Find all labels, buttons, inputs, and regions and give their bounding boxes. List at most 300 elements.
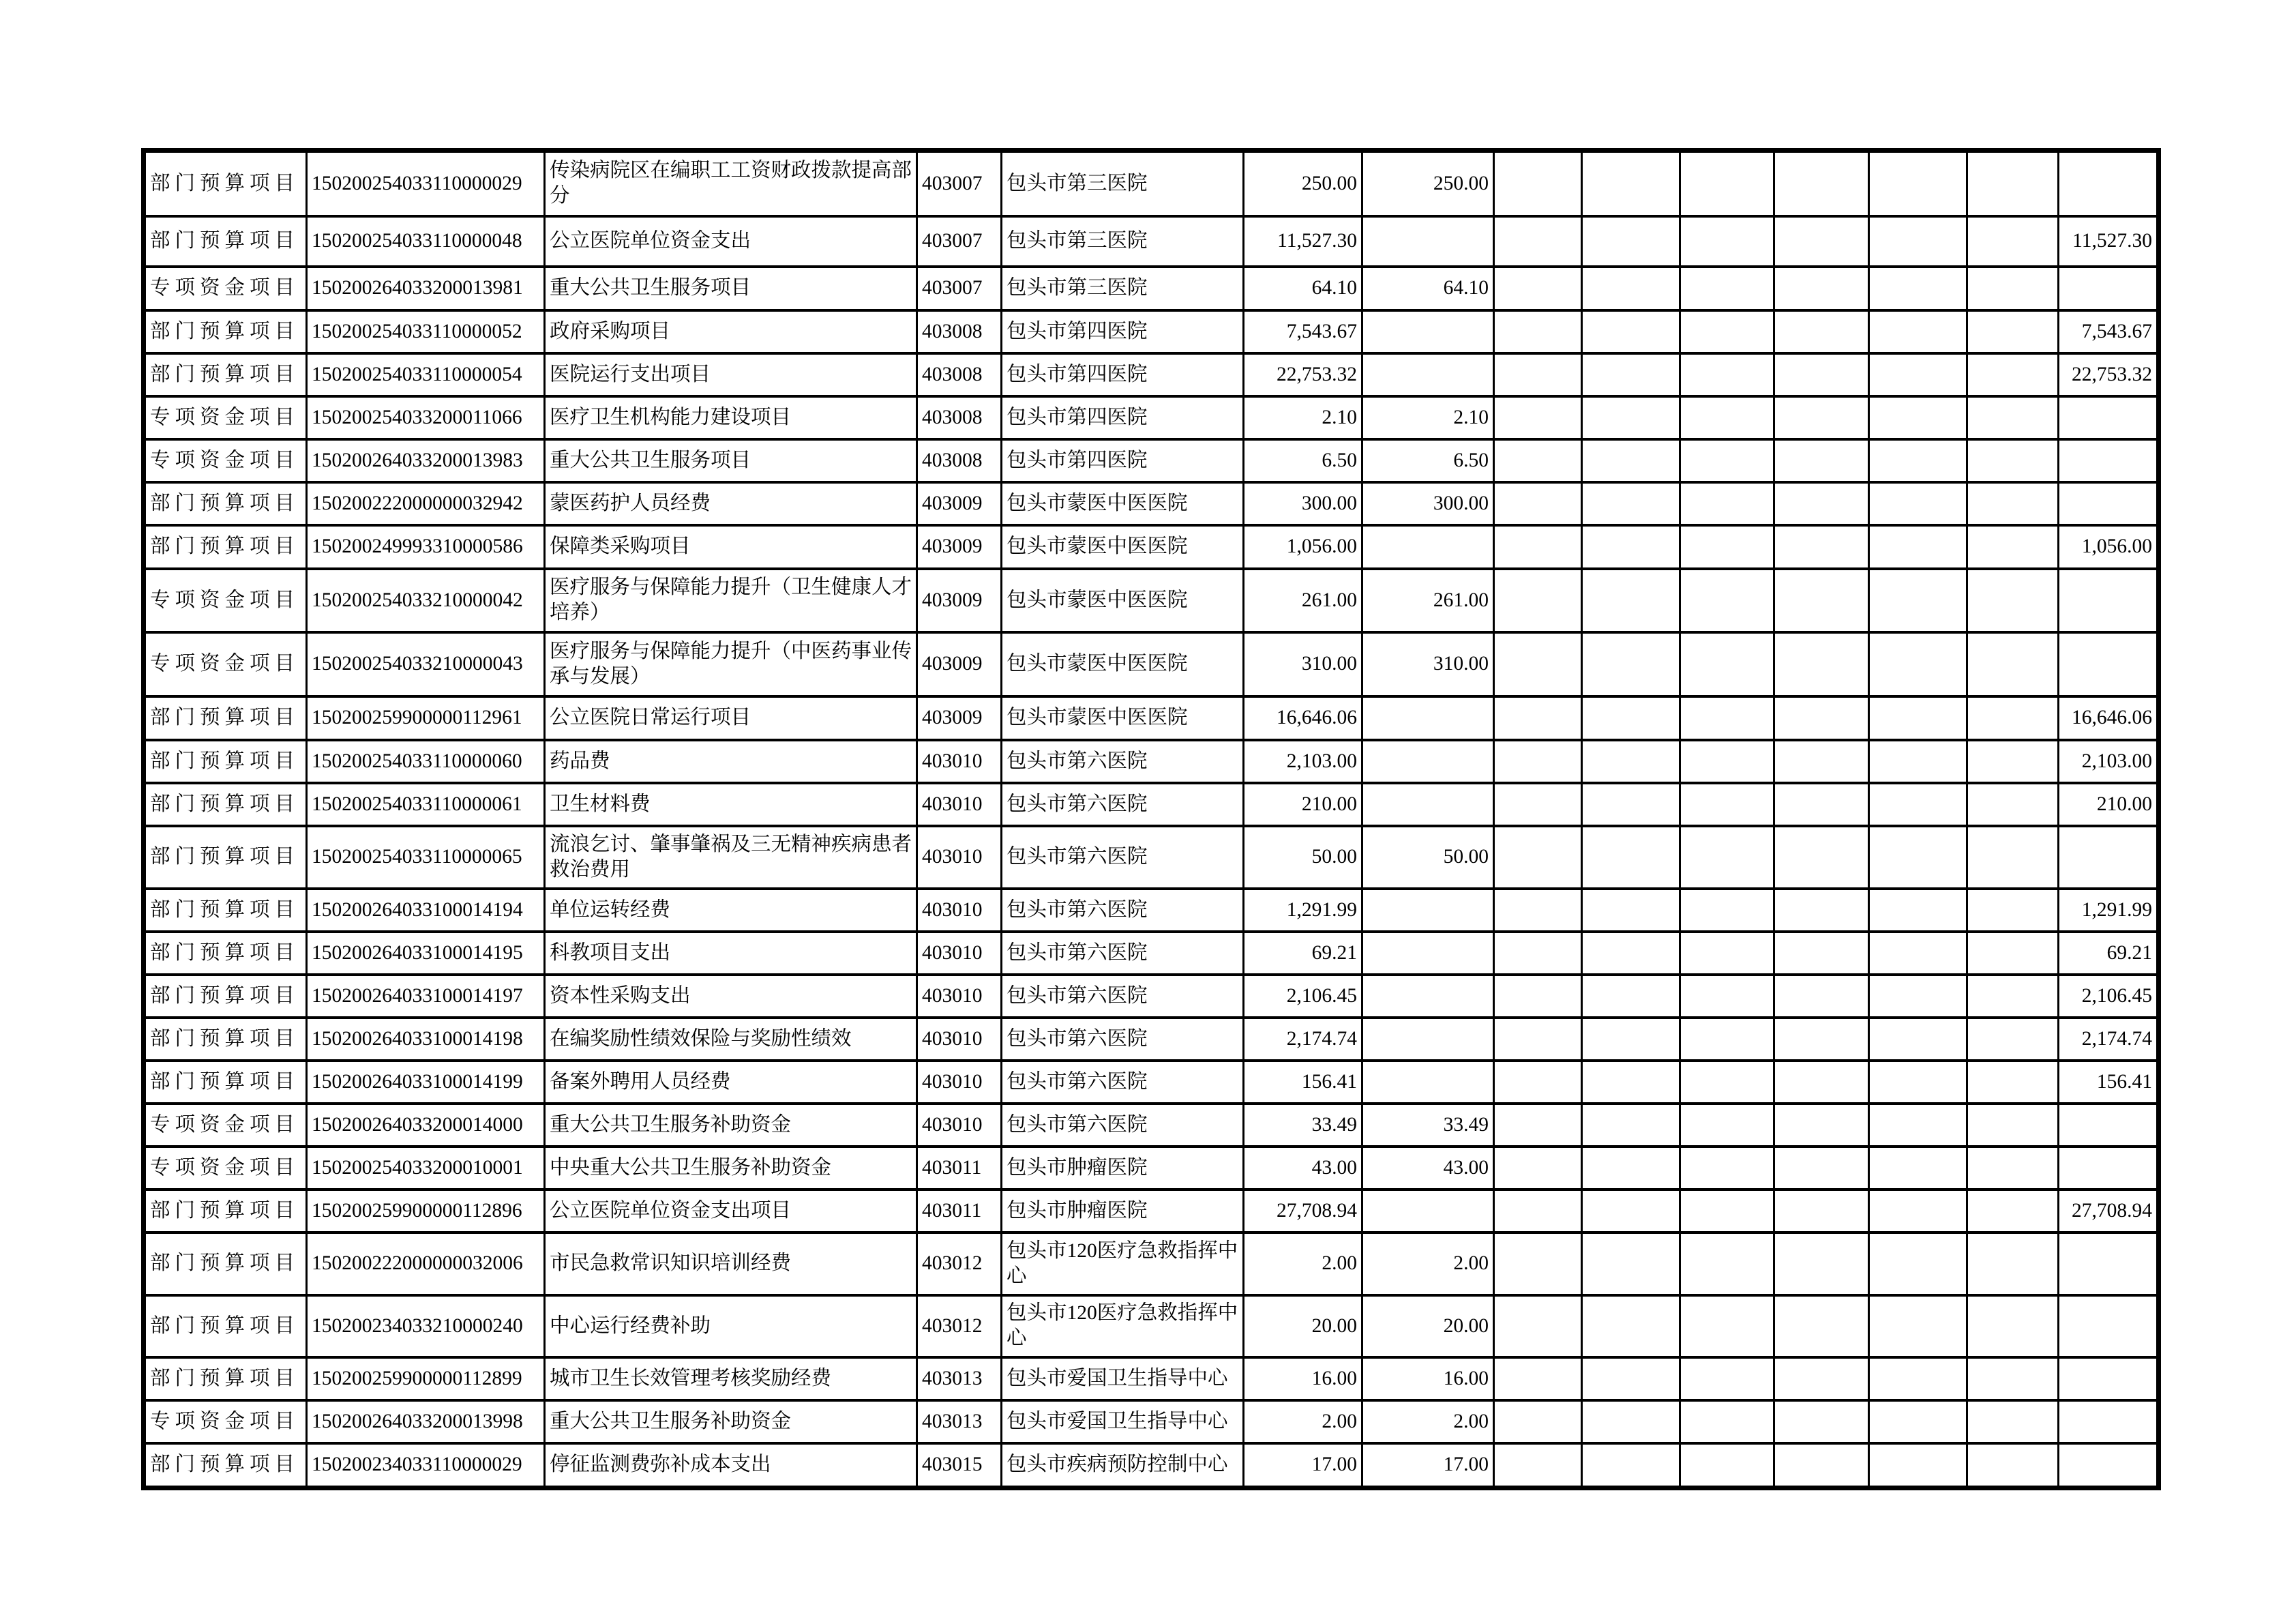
cell-empty	[1680, 151, 1774, 216]
cell-amount-fiscal: 261.00	[1362, 569, 1494, 632]
cell-project-type: 部门预算项目	[144, 1443, 307, 1488]
cell-empty	[1869, 310, 1967, 353]
cell-empty	[1967, 1190, 2059, 1232]
cell-empty	[1582, 932, 1680, 975]
cell-empty	[1582, 632, 1680, 696]
cell-empty	[1967, 1357, 2059, 1400]
cell-empty	[1582, 482, 1680, 525]
cell-empty	[1582, 1018, 1680, 1061]
cell-project-code: 150200254033210000042	[307, 569, 545, 632]
cell-project-name: 医疗服务与保障能力提升（中医药事业传承与发展）	[545, 632, 917, 696]
cell-project-type: 部门预算项目	[144, 525, 307, 569]
cell-unit-name: 包头市肿瘤医院	[1002, 1147, 1244, 1190]
cell-empty	[1680, 889, 1774, 932]
cell-project-name: 中心运行经费补助	[545, 1295, 917, 1357]
table-row	[144, 1147, 2159, 1190]
cell-empty	[1494, 1232, 1582, 1295]
cell-empty	[1582, 1190, 1680, 1232]
cell-empty	[1869, 1232, 1967, 1295]
cell-empty	[1967, 151, 2059, 216]
cell-empty	[1494, 696, 1582, 740]
cell-empty	[1774, 932, 1869, 975]
cell-project-type: 部门预算项目	[144, 783, 307, 826]
cell-amount-fiscal	[1362, 1018, 1494, 1061]
cell-empty	[1582, 889, 1680, 932]
cell-unit-code: 403010	[917, 889, 1002, 932]
table-row	[144, 353, 2159, 396]
cell-amount-other	[2059, 1357, 2159, 1400]
cell-empty	[1680, 975, 1774, 1018]
cell-empty	[1494, 482, 1582, 525]
cell-empty	[1494, 632, 1582, 696]
cell-empty	[1582, 696, 1680, 740]
cell-empty	[1680, 396, 1774, 439]
cell-amount-fiscal: 64.10	[1362, 267, 1494, 310]
cell-empty	[1967, 1400, 2059, 1443]
cell-unit-name: 包头市第六医院	[1002, 932, 1244, 975]
cell-empty	[1967, 1104, 2059, 1147]
cell-unit-name: 包头市第四医院	[1002, 439, 1244, 482]
cell-empty	[1494, 1018, 1582, 1061]
cell-empty	[1967, 353, 2059, 396]
cell-empty	[1967, 1295, 2059, 1357]
cell-unit-code: 403007	[917, 267, 1002, 310]
cell-empty	[1582, 826, 1680, 889]
cell-unit-name: 包头市第六医院	[1002, 783, 1244, 826]
cell-empty	[1680, 932, 1774, 975]
cell-empty	[1774, 1400, 1869, 1443]
cell-empty	[1494, 310, 1582, 353]
cell-amount-fiscal	[1362, 1190, 1494, 1232]
cell-project-type: 部门预算项目	[144, 1295, 307, 1357]
cell-amount-other	[2059, 267, 2159, 310]
cell-project-type: 专项资金项目	[144, 267, 307, 310]
cell-project-type: 部门预算项目	[144, 216, 307, 267]
cell-empty	[1967, 932, 2059, 975]
cell-project-code: 150200264033200014000	[307, 1104, 545, 1147]
cell-empty	[1582, 396, 1680, 439]
cell-empty	[1967, 783, 2059, 826]
cell-amount-total: 16.00	[1244, 1357, 1362, 1400]
cell-project-type: 部门预算项目	[144, 826, 307, 889]
cell-amount-total: 64.10	[1244, 267, 1362, 310]
cell-empty	[1774, 353, 1869, 396]
cell-unit-code: 403010	[917, 1104, 1002, 1147]
cell-amount-other	[2059, 632, 2159, 696]
cell-project-code: 150200259900000112896	[307, 1190, 545, 1232]
cell-empty	[1494, 267, 1582, 310]
cell-empty	[1774, 216, 1869, 267]
cell-unit-code: 403011	[917, 1190, 1002, 1232]
cell-empty	[1582, 569, 1680, 632]
cell-amount-total: 1,056.00	[1244, 525, 1362, 569]
cell-empty	[1869, 1190, 1967, 1232]
cell-project-type: 部门预算项目	[144, 1061, 307, 1104]
cell-project-code: 150200254033110000054	[307, 353, 545, 396]
cell-empty	[1680, 1232, 1774, 1295]
cell-project-type: 部门预算项目	[144, 696, 307, 740]
cell-empty	[1869, 569, 1967, 632]
cell-amount-total: 22,753.32	[1244, 353, 1362, 396]
cell-empty	[1680, 740, 1774, 783]
cell-unit-name: 包头市疾病预防控制中心	[1002, 1443, 1244, 1488]
table-row	[144, 932, 2159, 975]
cell-empty	[1774, 740, 1869, 783]
cell-amount-other	[2059, 1400, 2159, 1443]
cell-empty	[1494, 740, 1582, 783]
cell-empty	[1494, 569, 1582, 632]
cell-project-code: 150200234033110000029	[307, 1443, 545, 1488]
cell-unit-code: 403008	[917, 310, 1002, 353]
table-row	[144, 216, 2159, 267]
cell-project-type: 专项资金项目	[144, 396, 307, 439]
cell-empty	[1680, 353, 1774, 396]
cell-amount-total: 17.00	[1244, 1443, 1362, 1488]
cell-empty	[1774, 1295, 1869, 1357]
cell-amount-total: 16,646.06	[1244, 696, 1362, 740]
cell-empty	[1967, 740, 2059, 783]
cell-empty	[1774, 439, 1869, 482]
cell-empty	[1967, 826, 2059, 889]
cell-empty	[1582, 151, 1680, 216]
cell-empty	[1680, 1190, 1774, 1232]
cell-empty	[1774, 632, 1869, 696]
cell-project-code: 150200234033210000240	[307, 1295, 545, 1357]
cell-unit-name: 包头市第四医院	[1002, 396, 1244, 439]
cell-amount-fiscal: 16.00	[1362, 1357, 1494, 1400]
cell-amount-total: 261.00	[1244, 569, 1362, 632]
cell-empty	[1869, 826, 1967, 889]
cell-empty	[1680, 525, 1774, 569]
cell-empty	[1582, 525, 1680, 569]
table-row	[144, 1443, 2159, 1488]
cell-project-code: 150200254033110000052	[307, 310, 545, 353]
cell-empty	[1869, 439, 1967, 482]
cell-unit-name: 包头市蒙医中医医院	[1002, 696, 1244, 740]
cell-amount-other	[2059, 569, 2159, 632]
table-row	[144, 1232, 2159, 1295]
table-row	[144, 1357, 2159, 1400]
cell-empty	[1582, 439, 1680, 482]
cell-amount-other	[2059, 1147, 2159, 1190]
cell-empty	[1494, 975, 1582, 1018]
cell-empty	[1869, 975, 1967, 1018]
cell-amount-total: 2,106.45	[1244, 975, 1362, 1018]
cell-empty	[1494, 1061, 1582, 1104]
cell-amount-other: 156.41	[2059, 1061, 2159, 1104]
cell-unit-name: 包头市第六医院	[1002, 1018, 1244, 1061]
cell-amount-fiscal	[1362, 216, 1494, 267]
cell-unit-code: 403010	[917, 1061, 1002, 1104]
cell-unit-code: 403010	[917, 932, 1002, 975]
cell-empty	[1967, 1061, 2059, 1104]
cell-project-code: 150200259900000112899	[307, 1357, 545, 1400]
table-row	[144, 1190, 2159, 1232]
cell-unit-name: 包头市第六医院	[1002, 975, 1244, 1018]
cell-unit-code: 403010	[917, 740, 1002, 783]
cell-amount-total: 2.00	[1244, 1400, 1362, 1443]
cell-empty	[1967, 632, 2059, 696]
cell-empty	[1869, 1357, 1967, 1400]
table-row	[144, 975, 2159, 1018]
cell-unit-name: 包头市第六医院	[1002, 826, 1244, 889]
cell-empty	[1967, 889, 2059, 932]
cell-amount-total: 7,543.67	[1244, 310, 1362, 353]
cell-empty	[1680, 783, 1774, 826]
cell-unit-code: 403009	[917, 632, 1002, 696]
cell-project-type: 专项资金项目	[144, 569, 307, 632]
cell-project-code: 150200254033200010001	[307, 1147, 545, 1190]
cell-unit-code: 403007	[917, 216, 1002, 267]
cell-empty	[1869, 1018, 1967, 1061]
cell-empty	[1494, 783, 1582, 826]
cell-unit-code: 403009	[917, 525, 1002, 569]
cell-amount-fiscal	[1362, 1061, 1494, 1104]
table-row	[144, 632, 2159, 696]
cell-project-code: 150200254033110000065	[307, 826, 545, 889]
cell-empty	[1869, 353, 1967, 396]
table-row	[144, 740, 2159, 783]
table-row	[144, 151, 2159, 216]
cell-empty	[1774, 151, 1869, 216]
cell-empty	[1774, 1061, 1869, 1104]
cell-amount-other: 7,543.67	[2059, 310, 2159, 353]
cell-amount-fiscal: 250.00	[1362, 151, 1494, 216]
cell-unit-name: 包头市120医疗急救指挥中心	[1002, 1232, 1244, 1295]
cell-empty	[1680, 826, 1774, 889]
cell-unit-name: 包头市第三医院	[1002, 151, 1244, 216]
cell-empty	[1680, 1357, 1774, 1400]
cell-amount-other: 11,527.30	[2059, 216, 2159, 267]
cell-amount-other: 27,708.94	[2059, 1190, 2159, 1232]
cell-empty	[1869, 1104, 1967, 1147]
cell-project-name: 停征监测费弥补成本支出	[545, 1443, 917, 1488]
cell-amount-total: 2.10	[1244, 396, 1362, 439]
cell-empty	[1774, 569, 1869, 632]
cell-project-code: 150200254033110000029	[307, 151, 545, 216]
cell-empty	[1582, 975, 1680, 1018]
cell-project-code: 150200249993310000586	[307, 525, 545, 569]
cell-amount-other: 16,646.06	[2059, 696, 2159, 740]
cell-project-name: 传染病院区在编职工工资财政拨款提高部分	[545, 151, 917, 216]
cell-project-type: 专项资金项目	[144, 1400, 307, 1443]
cell-unit-code: 403013	[917, 1357, 1002, 1400]
cell-amount-other	[2059, 439, 2159, 482]
cell-project-code: 150200254033110000048	[307, 216, 545, 267]
cell-amount-other	[2059, 151, 2159, 216]
cell-empty	[1869, 1443, 1967, 1488]
cell-project-code: 150200264033200013998	[307, 1400, 545, 1443]
cell-empty	[1494, 1104, 1582, 1147]
cell-unit-name: 包头市蒙医中医医院	[1002, 632, 1244, 696]
cell-project-code: 150200264033200013983	[307, 439, 545, 482]
cell-amount-total: 33.49	[1244, 1104, 1362, 1147]
cell-project-code: 150200264033200013981	[307, 267, 545, 310]
cell-empty	[1869, 151, 1967, 216]
cell-empty	[1582, 1400, 1680, 1443]
cell-empty	[1582, 740, 1680, 783]
cell-amount-other: 22,753.32	[2059, 353, 2159, 396]
cell-amount-total: 1,291.99	[1244, 889, 1362, 932]
table-row	[144, 696, 2159, 740]
cell-empty	[1967, 482, 2059, 525]
cell-empty	[1774, 525, 1869, 569]
cell-unit-name: 包头市蒙医中医医院	[1002, 569, 1244, 632]
cell-unit-code: 403007	[917, 151, 1002, 216]
cell-amount-total: 2.00	[1244, 1232, 1362, 1295]
cell-empty	[1680, 439, 1774, 482]
cell-project-name: 重大公共卫生服务项目	[545, 267, 917, 310]
cell-unit-name: 包头市肿瘤医院	[1002, 1190, 1244, 1232]
cell-project-name: 城市卫生长效管理考核奖励经费	[545, 1357, 917, 1400]
table-row	[144, 569, 2159, 632]
cell-amount-other: 2,103.00	[2059, 740, 2159, 783]
cell-empty	[1582, 1147, 1680, 1190]
cell-empty	[1967, 267, 2059, 310]
table-row	[144, 1104, 2159, 1147]
cell-project-name: 医疗卫生机构能力建设项目	[545, 396, 917, 439]
cell-empty	[1869, 482, 1967, 525]
cell-amount-fiscal: 33.49	[1362, 1104, 1494, 1147]
cell-empty	[1680, 1018, 1774, 1061]
cell-amount-total: 11,527.30	[1244, 216, 1362, 267]
cell-amount-fiscal	[1362, 740, 1494, 783]
cell-amount-total: 6.50	[1244, 439, 1362, 482]
cell-amount-fiscal: 2.00	[1362, 1232, 1494, 1295]
cell-unit-name: 包头市蒙医中医医院	[1002, 525, 1244, 569]
cell-project-name: 科教项目支出	[545, 932, 917, 975]
cell-project-name: 中央重大公共卫生服务补助资金	[545, 1147, 917, 1190]
cell-unit-code: 403009	[917, 569, 1002, 632]
cell-empty	[1494, 353, 1582, 396]
cell-project-code: 150200254033200011066	[307, 396, 545, 439]
cell-amount-total: 20.00	[1244, 1295, 1362, 1357]
table-row	[144, 783, 2159, 826]
cell-project-name: 市民急救常识知识培训经费	[545, 1232, 917, 1295]
cell-project-code: 150200264033100014195	[307, 932, 545, 975]
cell-project-type: 部门预算项目	[144, 740, 307, 783]
cell-empty	[1494, 889, 1582, 932]
cell-project-type: 部门预算项目	[144, 889, 307, 932]
table-row	[144, 1061, 2159, 1104]
cell-project-name: 医院运行支出项目	[545, 353, 917, 396]
cell-empty	[1494, 1190, 1582, 1232]
cell-empty	[1582, 1104, 1680, 1147]
cell-empty	[1774, 1232, 1869, 1295]
cell-empty	[1582, 1061, 1680, 1104]
cell-unit-name: 包头市第三医院	[1002, 216, 1244, 267]
cell-project-type: 部门预算项目	[144, 932, 307, 975]
cell-empty	[1869, 632, 1967, 696]
cell-unit-code: 403008	[917, 396, 1002, 439]
cell-unit-code: 403015	[917, 1443, 1002, 1488]
cell-project-name: 卫生材料费	[545, 783, 917, 826]
cell-unit-name: 包头市第六医院	[1002, 1061, 1244, 1104]
cell-empty	[1774, 975, 1869, 1018]
cell-empty	[1494, 1357, 1582, 1400]
cell-amount-fiscal: 2.10	[1362, 396, 1494, 439]
cell-empty	[1774, 783, 1869, 826]
cell-empty	[1680, 1295, 1774, 1357]
cell-empty	[1869, 783, 1967, 826]
cell-empty	[1494, 1295, 1582, 1357]
cell-empty	[1494, 932, 1582, 975]
cell-empty	[1967, 1443, 2059, 1488]
cell-empty	[1774, 1147, 1869, 1190]
cell-unit-code: 403010	[917, 826, 1002, 889]
cell-project-name: 流浪乞讨、肇事肇祸及三无精神疾病患者救治费用	[545, 826, 917, 889]
cell-amount-other: 1,056.00	[2059, 525, 2159, 569]
cell-unit-code: 403010	[917, 975, 1002, 1018]
cell-unit-name: 包头市第四医院	[1002, 310, 1244, 353]
cell-project-code: 150200254033110000061	[307, 783, 545, 826]
cell-empty	[1869, 740, 1967, 783]
cell-empty	[1582, 267, 1680, 310]
cell-amount-total: 210.00	[1244, 783, 1362, 826]
cell-empty	[1869, 1147, 1967, 1190]
cell-empty	[1967, 396, 2059, 439]
cell-empty	[1494, 396, 1582, 439]
cell-amount-other: 2,106.45	[2059, 975, 2159, 1018]
cell-amount-fiscal: 43.00	[1362, 1147, 1494, 1190]
cell-empty	[1494, 525, 1582, 569]
cell-empty	[1869, 396, 1967, 439]
cell-unit-name: 包头市第六医院	[1002, 1104, 1244, 1147]
cell-empty	[1774, 482, 1869, 525]
cell-amount-fiscal	[1362, 310, 1494, 353]
cell-amount-total: 43.00	[1244, 1147, 1362, 1190]
cell-project-type: 部门预算项目	[144, 1018, 307, 1061]
cell-unit-name: 包头市120医疗急救指挥中心	[1002, 1295, 1244, 1357]
table-row	[144, 826, 2159, 889]
cell-amount-other	[2059, 826, 2159, 889]
cell-empty	[1494, 1147, 1582, 1190]
cell-empty	[1967, 439, 2059, 482]
cell-empty	[1680, 1443, 1774, 1488]
table-row	[144, 525, 2159, 569]
cell-empty	[1774, 889, 1869, 932]
cell-project-code: 150200222000000032006	[307, 1232, 545, 1295]
cell-empty	[1494, 151, 1582, 216]
cell-unit-code: 403009	[917, 696, 1002, 740]
cell-amount-total: 27,708.94	[1244, 1190, 1362, 1232]
cell-project-type: 专项资金项目	[144, 632, 307, 696]
table-row	[144, 889, 2159, 932]
cell-empty	[1869, 1295, 1967, 1357]
cell-amount-other: 210.00	[2059, 783, 2159, 826]
cell-project-name: 公立医院日常运行项目	[545, 696, 917, 740]
cell-project-name: 保障类采购项目	[545, 525, 917, 569]
cell-amount-fiscal: 20.00	[1362, 1295, 1494, 1357]
cell-amount-other: 1,291.99	[2059, 889, 2159, 932]
cell-empty	[1967, 1018, 2059, 1061]
cell-amount-total: 50.00	[1244, 826, 1362, 889]
cell-project-name: 公立医院单位资金支出	[545, 216, 917, 267]
cell-empty	[1774, 826, 1869, 889]
cell-empty	[1774, 1357, 1869, 1400]
cell-empty	[1774, 696, 1869, 740]
cell-project-name: 政府采购项目	[545, 310, 917, 353]
cell-amount-fiscal	[1362, 783, 1494, 826]
cell-unit-name: 包头市爱国卫生指导中心	[1002, 1357, 1244, 1400]
cell-project-code: 150200264033100014199	[307, 1061, 545, 1104]
cell-empty	[1680, 310, 1774, 353]
cell-empty	[1869, 1061, 1967, 1104]
cell-empty	[1869, 932, 1967, 975]
cell-empty	[1869, 216, 1967, 267]
cell-amount-total: 2,103.00	[1244, 740, 1362, 783]
cell-empty	[1967, 525, 2059, 569]
